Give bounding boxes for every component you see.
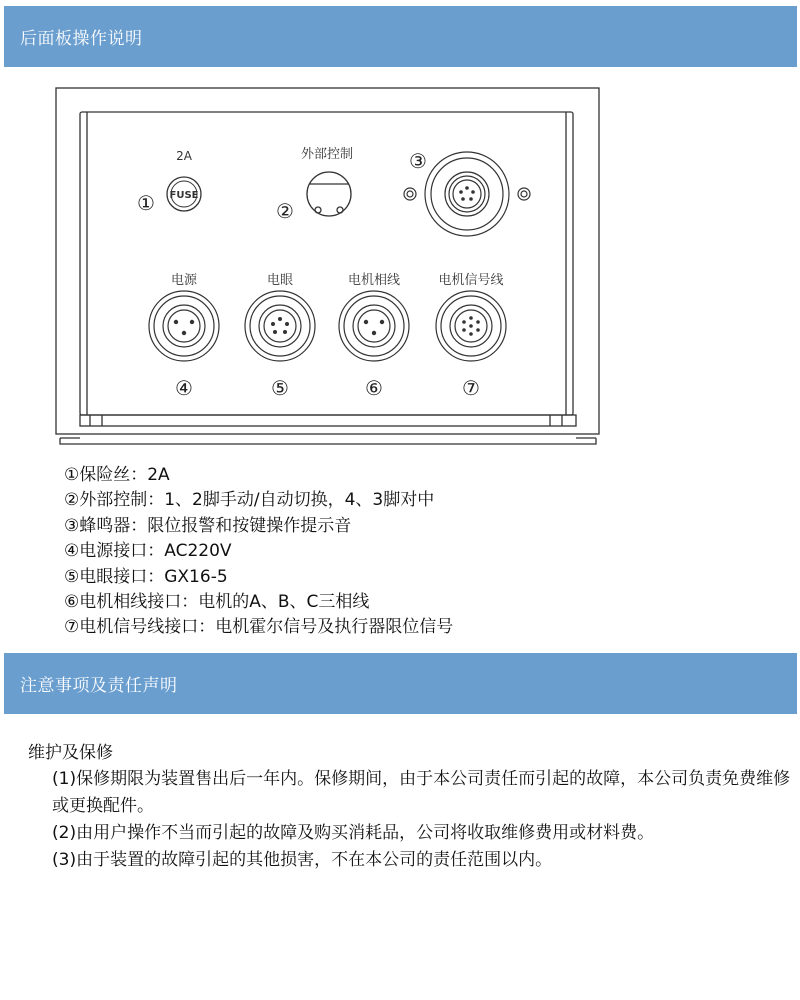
fuse-holder (167, 177, 201, 211)
connector-label-photo-eye: 电眼 (266, 273, 294, 288)
marker-7: ⑦ (462, 376, 480, 400)
fuse-rating-label: 2A (176, 149, 192, 163)
legend-item: ⑦电机信号线接口：电机霍尔信号及执行器限位信号 (64, 617, 454, 638)
marker-6: ⑥ (365, 376, 383, 400)
photo-eye-connector (245, 291, 315, 361)
notice-section-header (4, 653, 797, 714)
marker-3: ③ (409, 149, 427, 173)
rear-panel-section-title: 后面板操作说明 (20, 29, 143, 49)
warranty-item: (1)保修期限为装置售出后一年内。保修期间，由于本公司责任而引起的故障，本公司负责免费维修或更换配件。 (52, 769, 791, 816)
marker-1: ① (137, 191, 155, 215)
warranty-title: 维护及保修 (28, 743, 113, 763)
port-legend (64, 463, 453, 641)
legend-item: ⑥电机相线接口：电机的A、B、C三相线 (64, 592, 370, 613)
external-control-socket (307, 172, 351, 216)
legend-item: ④电源接口：AC220V (64, 541, 232, 562)
rear-panel-drawing (50, 86, 606, 456)
rear-panel-section-header (4, 6, 797, 67)
legend-item: ①保险丝：2A (64, 465, 170, 485)
fuse-text: FUSE (169, 190, 199, 201)
marker-4: ④ (175, 376, 193, 400)
connector-label-motor-signal: 电机信号线 (438, 273, 504, 288)
warranty-item: (3)由于装置的故障引起的其他损害，不在本公司的责任范围以内。 (52, 850, 553, 870)
marker-2: ② (276, 199, 294, 223)
legend-item: ③蜂鸣器：限位报警和按键操作提示音 (64, 515, 352, 536)
legend-item: ⑤电眼接口：GX16-5 (64, 566, 228, 587)
warranty-item: (2)由用户操作不当而引起的故障及购买消耗品，公司将收取维修费用或材料费。 (52, 823, 655, 843)
legend-item: ②外部控制：1、2脚手动/自动切换，4、3脚对中 (64, 490, 435, 511)
power-connector (149, 291, 219, 361)
connector-label-motor-phase: 电机相线 (347, 273, 401, 288)
connector-label-power: 电源 (170, 273, 198, 288)
notice-section-title: 注意事项及责任声明 (20, 676, 178, 696)
external-control-label: 外部控制 (300, 147, 354, 162)
warranty-list (52, 766, 798, 874)
marker-5: ⑤ (271, 376, 289, 400)
motor-phase-connector (339, 291, 409, 361)
